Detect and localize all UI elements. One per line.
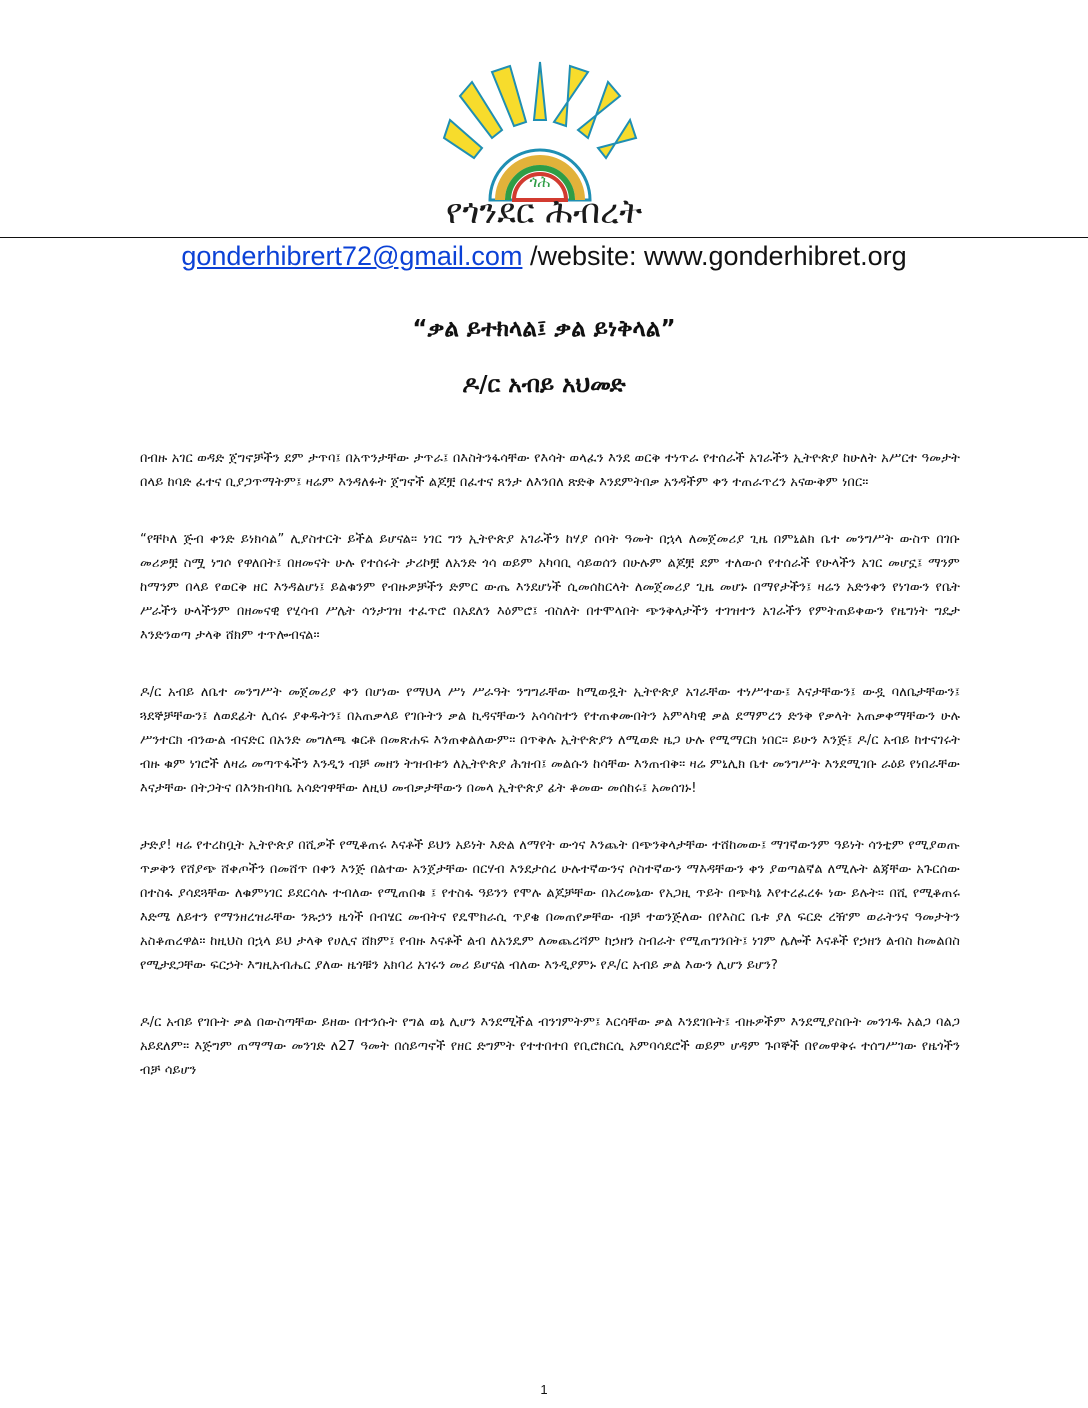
paragraph-4: ታድያ! ዛሬ የተረከቧት ኢትዮጵያ በሺዎች የሚቆጠሩ እናቶች ይህን አይነት እድል ለማየት ውጎና እንጨት በጭንቅላታቸው ተሸከመው፤ ማገኛውንም ዓይነት ሳንቲም የሚያወጡ ጥቃቅን የሸያጭ ሸቀጦችን በመሸጥ በቀን እንጅ በልተው አንጀታቸው በርሃብ እንደታሰረ ሁሉተኛውንና ሶስተኛውን ማእዳቸውን ቀን ያወጣልኛል ለሚሉት ልጃቸው አጉርሰው በተስፋ ያሳደጓቸው ለቁምነገር ይደርሳሉ ተብለው የሚጠበቁ ፤ የተስፋ ዓይንን የሞሉ ልጆቻቸው በአረመኔው የአጋዚ ጥይት በጭካኔ እየተረፈረፉ ነው ይሉት። በሺ የሚቆጠሩ እድሜ ለይተን የማንዘረዝራቸው ንጹኃን ዜጎች በብሄር መብትና የዴሞክራሲ ጥያቄ በመጠየቃቸው ብቻ ተወንጅለው በየእስር ቤቱ ያለ ፍርድ ረዥም ወራትንና ዓመታትን አስቆጠረዋል። ከዚህስ በኋላ ይህ ታላቅ የሀሊና ሸክም፤ የብዙ እናቶች ልብ ለአንዴም ለመጨረሻም ከኃዘን ስብራት የሚጠግንበት፤ ነገም ሌሎች እናቶች የኃዘን ልብስ ከመልበስ የሚታደጋቸው ፍርኃት እግዚአብሔር ያለው ዜጎቹን አክባሪ አገሩን መሪ ይሆናል ብለው እንዲያምኑ የዶ/ር አብይ ቃል እውን ሊሆን ይሆን? [140,838,960,973]
email-link[interactable]: gonderhibrert72@gmail.com [181,241,523,271]
organization-name: የጎንደር ሕብረት [445,192,643,232]
logo-text: ጎሕ [529,172,551,191]
page-number: 1 [540,1382,548,1397]
paragraph-2: “የቸኮለ ጅብ ቀንድ ይነክሳል” ሊያስተርት ይችል ይሆናል። ነገር ግን ኢትዮጵያ አገራችን ከሃያ ሰባት ዓመት በኋላ ለመጀመሪያ ጊዜ በምኒልክ ቤተ መንግሥት ውስጥ በገቡ መሪዎቿ ስሟ ነግሶ የዋለበት፤ በዘመናት ሁሉ የተሰሩት ታሪኮቿ ለአንድ ጎሳ ወይም አካባቢ ሳይወሰን በሁሉም ልጆቿ ደም ተለውሶ የተሰራች የሁላችን አገር መሆኗ፤ ማንም ከማንም በላይ የወርቅ ዘር እንዳልሆነ፤ ይልቁንም የብዙዎቻችን ድምር ውጤ እንደሆነች ሲመሰከርላት ለመጀመሪያ ጊዜ መሆኑ በማየታችን፤ ዛሬን አድንቀን የነገውን የቤት ሥራችን ሁላችንም በዘመናዊ የሂሳብ ሥሌት ሳንታገዝ ተፈጥሮ በአደለን እዕምሮ፤ ብስለት በተሞላበት ጭንቅላታችን ተገዝተን አገራችን የምትጠይቀውን የዜግነት ግዴታ እንድንወጣ ታላቅ ሸክም ተጥሎብናል። [140,532,960,643]
contact-line [0,236,1088,276]
article-author: ዶ/ር አብይ አህመድ [462,372,626,398]
organization-logo [430,60,650,210]
article-title: “ቃል ይተክላል፤ ቃል ይነቅላል” [412,316,676,342]
paragraph-3: ዶ/ር አብይ ለቤተ መንግሥት መጀመሪያ ቀን በሆነው የማህላ ሥነ ሥራዓት ንግግራቸው ከሚወዷት ኢትዮጵያ አገራቸው ተነሥተው፤ እናታቸውን፤ ውዷ ባለቤታቸውን፤ ጓደኞቻቸውን፤ ለወደፊት ሊሰሩ ያቀዱትን፤ በአጠቃላይ የገቡትን ቃል ኪዳናቸውን አሳሳስተን የተጠቀሙበትን አምላካዊ ቃል ደማምረን ድንቅ የቃላት አጠቃቀማቸውን ሁሉ ሥንተርክ ብንውል ብናድር በአንድ መግለጫ ቁርቶ በመጽሐፍ እንጠቀልለውም። በጥቅሉ ኢትዮጵያን ለሚወድ ዜጋ ሁሉ የሚማርክ ነበር። ይሁን እንጅ፤ ዶ/ር አብይ ከተናገሩት ብዙ ቁም ነገሮች ለዛሬ መጣጥፋችን እንዲን ብቻ መዘን ትዝብቱን ለኢትዮጵያ ሕዝብ፤ መልሱን ከሳቸው እንጠብቅ። ዛሬ ምኒሊክ ቤተ መንግሥት እንደሚገቡ ራዕይ የነበራቸው እናታቸው በትጋትና በእንክብካቤ አሳድገዋቸው ለዚህ መብቃታቸውን በመላ ኢትዮጵያ ፊት ቆመው መሰከሩ፤ አመሰገኑ! [140,685,960,796]
website-text[interactable]: /website: www.gonderhibret.org [522,241,907,271]
paragraph-1: በብዙ አገር ወዳድ ጀግኖቻችን ደም ታጥባ፤ በአጥንታቸው ታጥራ፤ በእስትንፋሳቸው የእሳት ወላፈን እንደ ወርቅ ተነጥራ የተሰራች አገራችን ኢትዮጵያ ከሁለት አሥርተ ዓመታት በላይ ከባድ ፈተና ቢያጋጥማትም፤ ዛሬም እንዳለፉት ጀግኖች ልጆቿ በፈተና ጸንታ ለእንበለ ጽድቅ እንደምትበቃ አንዳችም ቀን ተጠራጥረን አናውቅም ነበር። [140,451,960,490]
paragraph-5: ዶ/ር አብይ የገቡት ቃል በውስጣቸው ይዘው በተንሱት የግል ወኔ ሊሆን እንደሚችል ብንገምትም፤ እርሳቸው ቃል እንደገቡት፤ ብዙዎችም እንደሚያስቡት መንገዱ አልጋ ባልጋ አይደለም። እጅግም ጠማማው መንገድ ለ27 ዓመት በሰይጣኖች የዘር ድግምት የተተበተበ የቢሮክርሲ አምባሳደሮች ወይም ሆዳም ጉቦኞች በየመዋቅሩ ተሰግሥገው የዜጎችን ብቻ ሳይሆን [140,1015,960,1078]
article-body [140,447,960,1116]
